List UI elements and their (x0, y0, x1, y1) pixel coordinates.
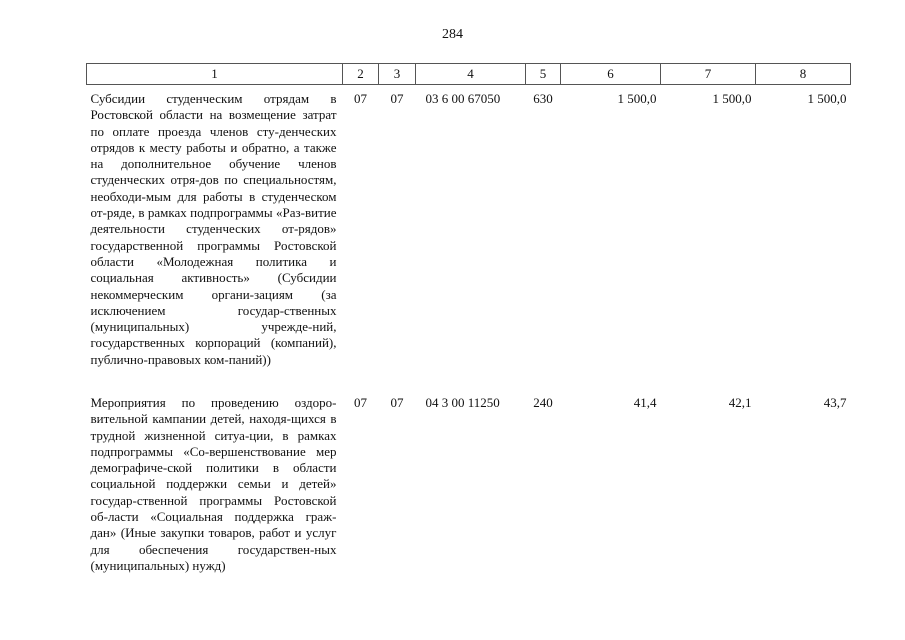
row-value-7: 1 500,0 (712, 91, 752, 106)
table-header (87, 64, 851, 85)
table-row (87, 85, 851, 392)
page-number: 284 (442, 27, 463, 42)
row-value-7: 42,1 (728, 395, 752, 410)
row-value-6: 1 500,0 (617, 91, 657, 106)
header-col-5: 5 (526, 64, 561, 85)
row-description: Субсидии студенческим отрядам в Ростовской области на возмещение затрат по оплате проезда членов сту-денческих отрядов к месту работы и обратно, а также на дополнительное обучение членов студенческих отря-дов по специальностям, необходи-мым для работы в студенческом от-ряде, в рамках подпрограммы «Раз-витие деятельности студенческих от-рядов» государственной программы Ростовской области «Молодежная политика и социальная активность» (Субсидии некоммерческим органи-зациям (за исключением государ-ственных (муниципальных) учрежде-ний, государственных корпораций (компаний), публично-правовых ком-паний)) (90, 91, 337, 367)
header-col-3: 3 (379, 64, 416, 85)
row-subsection: 07 (390, 91, 404, 106)
row-expense-type: 630 (533, 91, 553, 106)
header-col-2: 2 (343, 64, 379, 85)
row-target-article: 04 3 00 11250 (425, 395, 500, 410)
header-col-8: 8 (756, 64, 851, 85)
row-description: Мероприятия по проведению оздоро-вительной кампании детей, находя-щихся в трудной жизненной ситуа-ции, в рамках подпрограммы «Со-вершенствование мер демографиче-ской политики в области социальной поддержки семьи и детей» государ-ственной программы Ростовской об-ласти «Социальная поддержка граж-дан» (Иные закупки товаров, работ и услуг для обеспечения государствен-ных (муниципальных) нужд) (90, 395, 337, 573)
row-expense-type: 240 (533, 395, 553, 410)
row-section: 07 (354, 395, 367, 410)
budget-table (86, 63, 851, 574)
row-value-8: 1 500,0 (807, 91, 847, 106)
row-section: 07 (354, 91, 367, 106)
header-col-1: 1 (87, 64, 343, 85)
table-row (87, 391, 851, 574)
row-value-8: 43,7 (823, 395, 847, 410)
header-col-6: 6 (561, 64, 661, 85)
header-col-7: 7 (661, 64, 756, 85)
header-col-4: 4 (416, 64, 526, 85)
table-body (87, 85, 851, 575)
header-row (87, 64, 851, 85)
row-target-article: 03 6 00 67050 (425, 91, 501, 106)
row-value-6: 41,4 (633, 395, 657, 410)
row-subsection: 07 (390, 395, 404, 410)
